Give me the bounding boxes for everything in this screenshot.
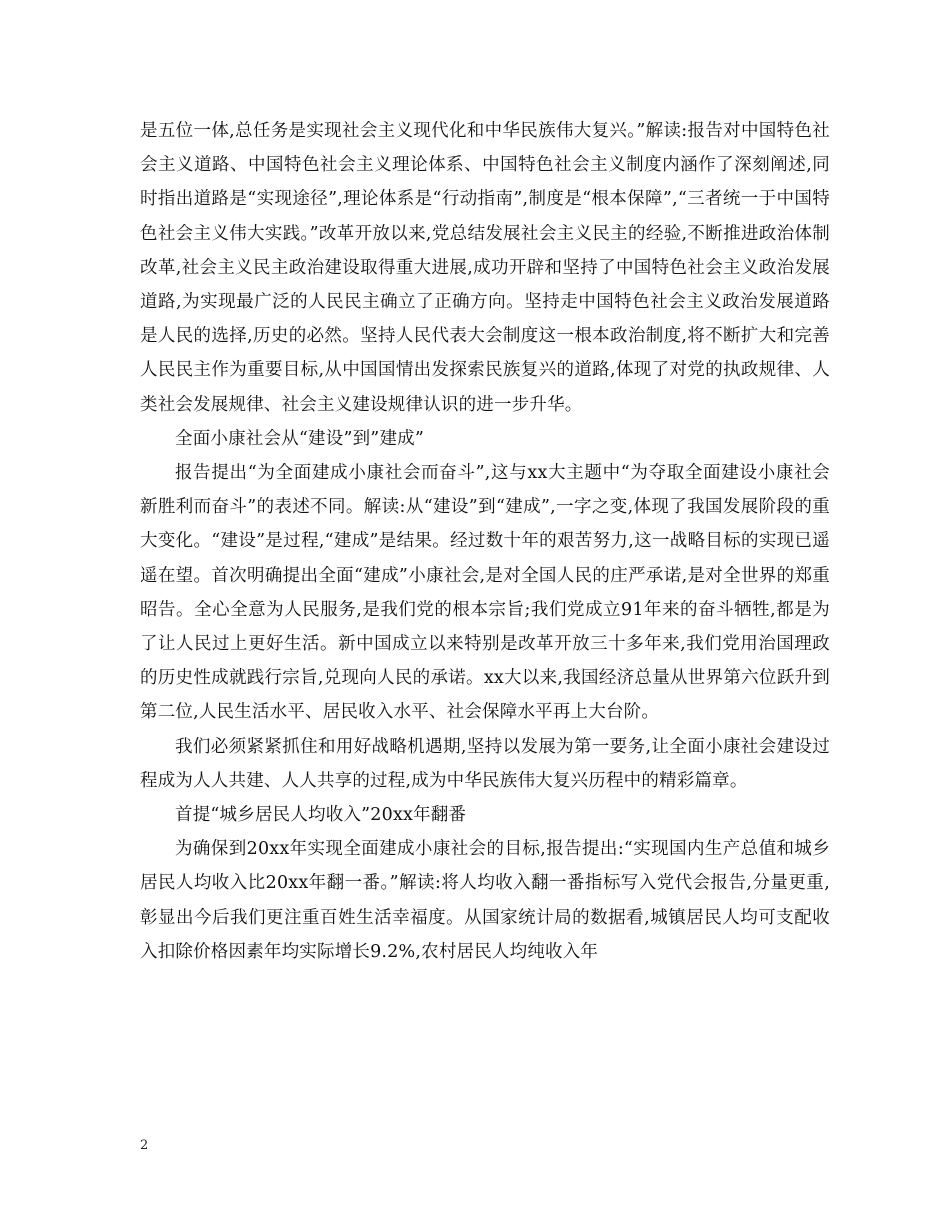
page-number: 2 <box>140 1138 149 1153</box>
heading-income-doubling: 首提“城乡居民人均收入”20xx年翻番 <box>175 805 467 826</box>
paragraph-strategic-opportunity: 我们必须紧紧抓住和用好战略机遇期,坚持以发展为第一要务,让全面小康社会建设过程成为人人共建、人人共享的过程,成为中华民族伟大复兴历程中的精彩篇章。 <box>140 736 830 791</box>
paragraph-political-development: 是五位一体,总任务是实现社会主义现代化和中华民族伟大复兴。”解读:报告对中国特色社会主义道路、中国特色社会主义理论体系、中国特色社会主义制度内涵作了深刻阐述,同时指出道路是“实现途径”,理论体系是“行动指南”,制度是“根本保障”,“三者统一于中国特色社会主义伟大实践。”改革开放以来,党总结发展社会主义民主的经验,不断推进政治体制改革,社会主义民主政治建设取得重大进展,成功开辟和坚持了中国特色社会主义政治发展道路,为实现最广泛的人民民主确立了正确方向。坚持走中国特色社会主义政治发展道路是人民的选择,历史的必然。坚持人民代表大会制度这一根本政治制度,将不断扩大和完善人民民主作为重要目标,从中国国情出发探索民族复兴的道路,体现了对党的执政规律、人类社会发展规律、社会主义建设规律认识的进一步升华。 <box>140 121 830 415</box>
document-body <box>140 114 830 969</box>
heading-moderately-prosperous-society: 全面小康社会从“建设”到”建成” <box>175 428 424 449</box>
paragraph-income-doubling: 为确保到20xx年实现全面建成小康社会的目标,报告提出:“实现国内生产总值和城乡居民人均收入比20xx年翻一番。”解读:将人均收入翻一番指标写入党代会报告,分量更重,彰显出今后我们更注重百姓生活幸福度。从国家统计局的数据看,城镇居民人均可支配收入扣除价格因素年均实际增长9.2%,农村居民人均纯收入年 <box>140 839 830 962</box>
paragraph-build-to-complete: 报告提出“为全面建成小康社会而奋斗”,这与xx大主题中“为夺取全面建设小康社会新胜利而奋斗”的表述不同。解读:从“建设”到“建成”,一字之变,体现了我国发展阶段的重大变化。“建设”是过程,“建成”是结果。经过数十年的艰苦努力,这一战略目标的实现已遥遥在望。首次明确提出全面“建成”小康社会,是对全国人民的庄严承诺,是对全世界的郑重昭告。全心全意为人民服务,是我们党的根本宗旨;我们党成立91年来的奋斗牺牲,都是为了让人民过上更好生活。新中国成立以来特别是改革开放三十多年来,我们党用治国理政的历史性成就践行宗旨,兑现向人民的承诺。xx大以来,我国经济总量从世界第六位跃升到第二位,人民生活水平、居民收入水平、社会保障水平再上大台阶。 <box>140 463 830 723</box>
